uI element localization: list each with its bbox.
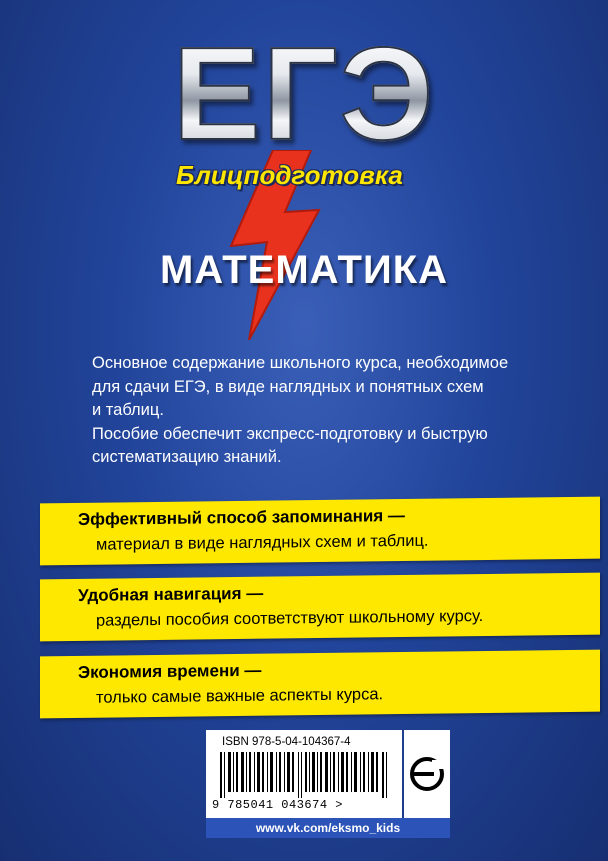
ean-digits: 9 785041 043674 > bbox=[212, 798, 343, 812]
feature-band bbox=[40, 497, 600, 566]
eksmo-logo-icon bbox=[404, 730, 450, 818]
description bbox=[92, 352, 562, 470]
feature-band bbox=[40, 573, 600, 642]
feature-title: Удобная навигация — bbox=[78, 583, 264, 605]
series-subtitle: Блицподготовка bbox=[176, 160, 403, 190]
publisher-url: www.vk.com/eksmo_kids bbox=[206, 818, 450, 838]
feature-text: разделы пособия соответствуют школьному курсу. bbox=[96, 607, 484, 630]
ege-logo: ЕГЭ bbox=[0, 28, 608, 160]
description-line: систематизацию знаний. bbox=[92, 448, 282, 466]
description-line: и таблиц. bbox=[92, 401, 164, 419]
description-line: Пособие обеспечит экспресс-подготовку и быструю bbox=[92, 424, 488, 443]
barcode-bars bbox=[220, 752, 390, 798]
feature-title: Экономия времени — bbox=[78, 660, 262, 682]
feature-text: материал в виде наглядных схем и таблиц. bbox=[96, 531, 429, 554]
barcode-block bbox=[206, 730, 402, 818]
description-line: для сдачи ЕГЭ, в виде наглядных и понятных схем bbox=[92, 377, 484, 396]
feature-text: только самые важные аспекты курса. bbox=[96, 685, 384, 707]
feature-band bbox=[40, 650, 600, 719]
feature-title: Эффективный способ запоминания — bbox=[78, 505, 405, 529]
isbn-label: ISBN 978-5-04-104367-4 bbox=[222, 736, 351, 748]
description-line: Основное содержание школьного курса, необходимое bbox=[92, 354, 509, 372]
subject-title: МАТЕМАТИКА bbox=[159, 248, 449, 292]
